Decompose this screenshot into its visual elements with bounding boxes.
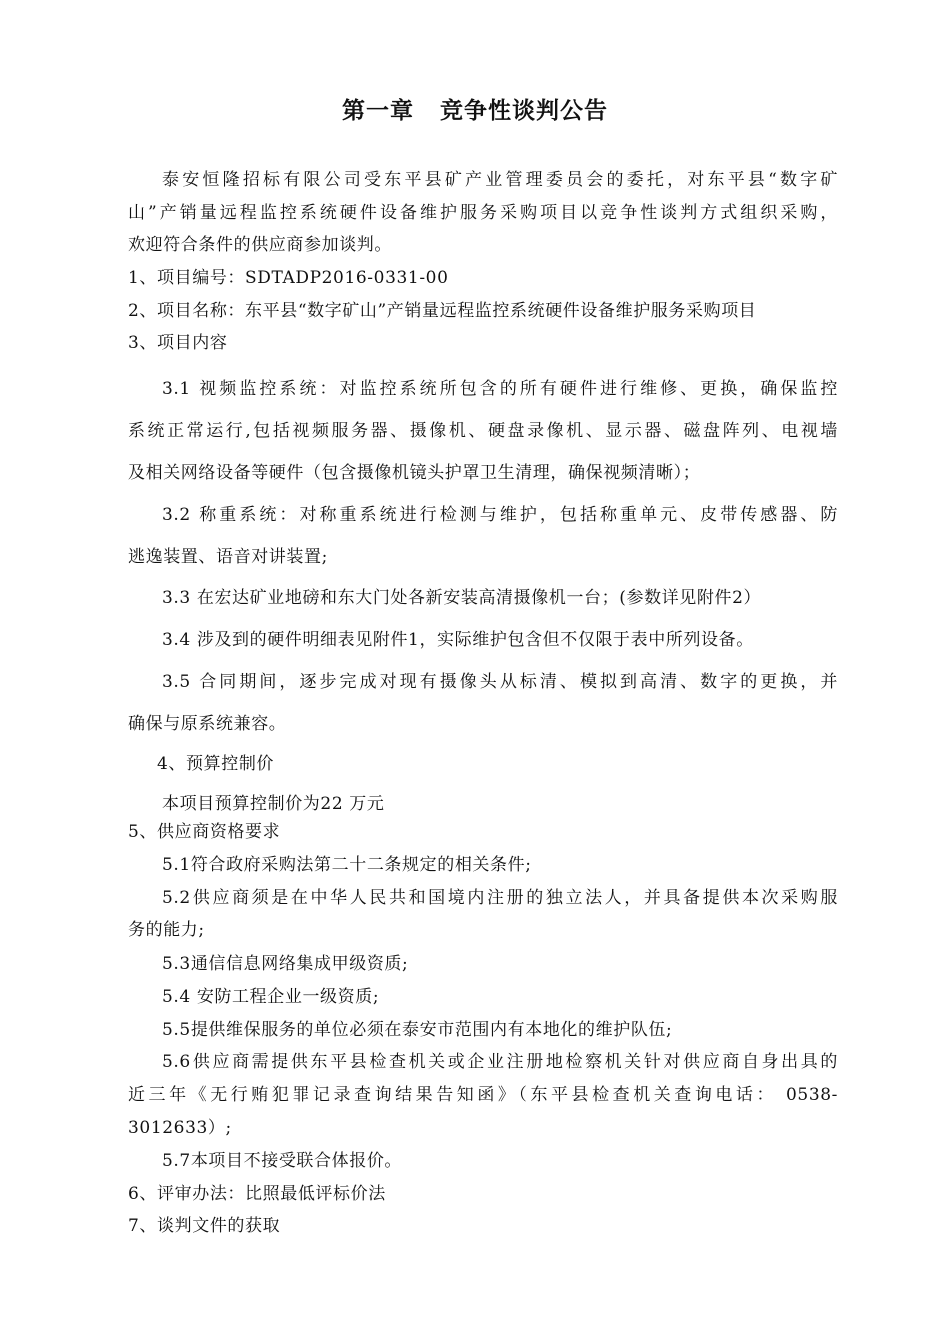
section-3-1-line: 及相关网络设备等硬件（包含摄像机镜头护罩卫生清理，确保视频清晰）； [128,463,701,483]
qualification-heading: 5、供应商资格要求 [128,822,281,842]
section-5-6-line: 近三年《无行贿犯罪记录查询结果告知函》（东平县检查机关查询电话： 0538- [128,1085,838,1105]
intro-line: 欢迎符合条件的供应商参加谈判。 [128,235,392,255]
section-5-5: 5.5提供维保服务的单位必须在泰安市范围内有本地化的维护队伍; [162,1020,673,1040]
chapter-label: 第一章 [342,98,414,124]
project-number: 1、项目编号：SDTADP2016-0331-00 [128,268,449,288]
project-name: 2、项目名称：东平县“数字矿山”产销量远程监控系统硬件设备维护服务采购项目 [128,301,757,321]
section-5-7: 5.7本项目不接受联合体报价。 [162,1151,403,1171]
document-acquisition-heading: 7、谈判文件的获取 [128,1216,281,1236]
section-3-1-line: 系统正常运行,包括视频服务器、摄像机、硬盘录像机、显示器、磁盘阵列、电视墙 [128,421,838,441]
section-3-2-line: 逃逸装置、语音对讲装置; [128,547,328,567]
evaluation-method: 6、评审办法：比照最低评标价法 [128,1184,386,1204]
section-3-3: 3.3 在宏达矿业地磅和东大门处各新安装高清摄像机一台；(参数详见附件2） [162,588,762,608]
intro-line: 山”产销量远程监控系统硬件设备维护服务采购项目以竞争性谈判方式组织采购， [128,203,838,223]
section-3-5-line: 3.5 合同期间，逐步完成对现有摄像头从标清、模拟到高清、数字的更换，并 [162,672,838,692]
section-5-2-line: 务的能力; [128,920,205,940]
section-5-6-line: 5.6供应商需提供东平县检查机关或企业注册地检察机关针对供应商自身出具的 [162,1052,838,1072]
page-title [0,92,950,125]
section-5-2-line: 5.2供应商须是在中华人民共和国境内注册的独立法人，并具备提供本次采购服 [162,888,838,908]
budget-text: 本项目预算控制价为22 万元 [162,794,385,814]
budget-heading: 4、预算控制价 [157,754,275,774]
section-5-3: 5.3通信信息网络集成甲级资质; [162,954,409,974]
section-3-4: 3.4 涉及到的硬件明细表见附件1，实际维护包含但不仅限于表中所列设备。 [162,630,754,650]
section-5-4: 5.4 安防工程企业一级资质; [162,987,380,1007]
section-5-6-line: 3012633）; [128,1118,232,1138]
section-3-2-line: 3.2 称重系统：对称重系统进行检测与维护，包括称重单元、皮带传感器、防 [162,505,838,525]
intro-line: 泰安恒隆招标有限公司受东平县矿产业管理委员会的委托，对东平县“数字矿 [162,170,838,190]
project-content-heading: 3、项目内容 [128,333,228,353]
chapter-name: 竞争性谈判公告 [440,98,608,124]
section-3-5-line: 确保与原系统兼容。 [128,714,287,734]
section-3-1-line: 3.1 视频监控系统：对监控系统所包含的所有硬件进行维修、更换，确保监控 [162,379,838,399]
section-5-1: 5.1符合政府采购法第二十二条规定的相关条件; [162,855,532,875]
